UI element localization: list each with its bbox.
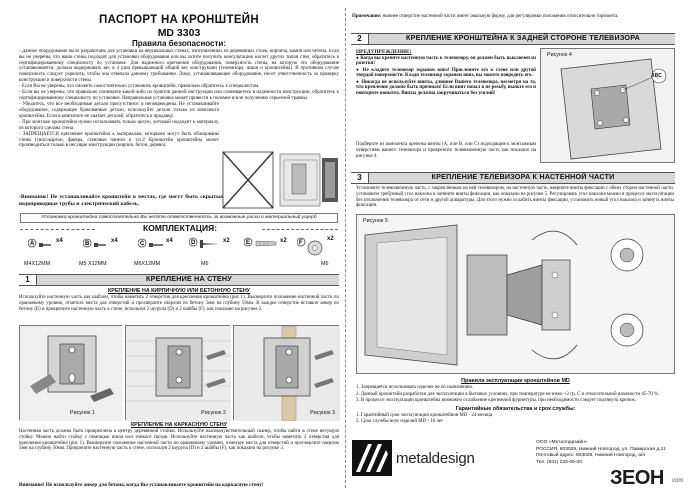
kit-divider xyxy=(262,229,338,230)
figure-1 xyxy=(19,325,122,420)
washer-icon xyxy=(297,236,327,260)
section-number: 1 xyxy=(19,275,37,285)
kit-item-e xyxy=(240,233,295,273)
figure-caption: Рисунок 1 xyxy=(70,409,95,416)
safety-paragraph: - Если вы не уверены, что правильно понимаете какой-либо из пунктов данной инструкции или сомневаетесь в надежности конструкции, обратитесь к сертифицированному специалисту по установке. Неправильная установка может привести к поломке и/или получению серьезной травмы. xyxy=(19,90,339,102)
safety-paragraph: - Если Вы не уверены, что сможете самостоятельно установить кронштейн, правильно обратитесь к специалистам. xyxy=(19,84,260,90)
section-number: 3 xyxy=(351,173,369,183)
rules-item: 3. В процессе эксплуатации кронштейна возможно ослабление крепежной фурнитуры, при необходимости следует подтянуть крепеж. xyxy=(356,397,636,403)
warning-item: ● Никогда не используйте винты, длиннее Вашего телевизора, несмотря на то, что крепление должно быть прочным! Если винт попал в не резьбу, выньте его и повторите попытку. Винты должны закручиваться без усилий! xyxy=(356,79,536,97)
retailer-watermark-suffix: com xyxy=(672,478,684,484)
company-postal-address: Почтовый адрес: 603029, Нижний Новгород, а/я xyxy=(536,453,645,459)
safety-warning: -Внимание! Не устанавливайте кронштейн в местах, где могут быть скрытые водопроводные трубы и электрический кабель. xyxy=(19,194,223,207)
figure-caption: Рисунок 3 xyxy=(310,409,335,416)
warranty-heading: Гарантийные обязательства и срок службы: xyxy=(455,405,576,412)
usage-rules xyxy=(356,378,675,425)
section-3-text: Установите телевизионную часть, с закреплённым на ней телевизором, на настенную часть, вверните винты фиксации с обеих сторон настенной части, установите требуемый угол наклона и затяните винты фиксации, как показано на рисунке 5. Регулировать угол наклона можно в процессе эксплуатации без отключения телевизора от сети и другой аппаратуры. Для этого нужно ослабить винты фиксации, установить новый угол наклона и затянуть винты фиксации. xyxy=(356,186,674,209)
figure-5 xyxy=(356,214,675,374)
warranty-item: 2. Срок службы всех изделий MD - 10 лет xyxy=(356,419,444,425)
figure-caption: Рисунок 4 xyxy=(547,52,572,58)
kit-item-size: M6 xyxy=(201,261,209,267)
brick-wall-subheading: КРЕПЛЕНИЕ НА КИРПИЧНУЮ ИЛИ БЕТОННУЮ СТЕНУ xyxy=(108,288,250,294)
rules-item: 1. Запрещается использовать изделие не по назначению. xyxy=(356,385,474,391)
company-name: ООО «Металлдизайн» xyxy=(536,440,588,445)
kit-item-size: M6X12MM xyxy=(134,261,161,267)
frame-wall-warning: Внимание! Не используйте анкер для бетона, когда Вы устанавливаете кронштейн на каркасную стену! xyxy=(19,482,264,488)
kit-item-size: M4X12MM xyxy=(24,261,51,267)
brand-logo xyxy=(352,440,502,476)
svg-text:D: D xyxy=(191,240,196,246)
wall-mount-prohibited-illustration xyxy=(222,150,340,210)
section-title: КРЕПЛЕНИЕ КРОНШТЕЙНА К ЗАДНЕЙ СТОРОНЕ ТЕЛЕВИЗОРА xyxy=(406,33,640,42)
kit-item-quantity: x4 xyxy=(111,238,118,244)
kit-item-f xyxy=(295,233,340,273)
kit-item-quantity: x4 xyxy=(166,238,173,244)
column-divider xyxy=(345,8,346,488)
section-title: КРЕПЛЕНИЕ ТЕЛЕВИЗОРА К НАСТЕННОЙ ЧАСТИ xyxy=(431,172,615,181)
note-text: нижнее отверстие настенной части имеет овальную форму, для регулировки положения относительно горизонта. xyxy=(382,14,619,19)
safety-paragraph: - При монтаже кронштейна нужно использовать только целую, который подходит к материалу, из которого сделана стена. xyxy=(19,119,219,131)
screw-icon xyxy=(83,237,109,257)
figure-caption: Рисунок 2 xyxy=(201,409,226,416)
svg-text:C: C xyxy=(140,241,145,247)
kit-divider xyxy=(20,229,95,230)
frame-wall-subheading: КРЕПЛЕНИЕ НА КАРКАСНУЮ СТЕНУ xyxy=(130,422,228,428)
kit-item-a xyxy=(20,233,75,273)
svg-text:F: F xyxy=(299,240,303,246)
company-phone: Тел. (831) 220-06-00 xyxy=(536,459,582,465)
retailer-watermark-text: ЗЕОН xyxy=(610,467,664,489)
retailer-watermark xyxy=(610,466,698,494)
kit-item-c xyxy=(130,233,185,273)
model-number: MD 3303 xyxy=(157,27,201,39)
section-2-header xyxy=(351,33,675,45)
section-3-header xyxy=(351,172,675,184)
kit-item-quantity: x4 xyxy=(56,238,63,244)
brick-wall-text: Используйте настенную часть как шаблон, чтобы наметить 2 отверстия для крепления кронштейна (рис 1). Высверлите положение настенной части по оранжевому уровню, отметьте места для отверстий и просверлите сверлом по бетону 5мм на глубину 50мм. В каждое отверстие вставьте анкер по бетону (E) и прикрепите настенную часть к стене, используя 2 шурупа (D) и 2 шайбы (F), как показано на рисунке 2. xyxy=(19,295,339,312)
screw-set-label: ABC xyxy=(651,73,662,79)
brand-name: metaldesign xyxy=(396,450,475,467)
section-2-warnings xyxy=(356,49,536,97)
metaldesign-logo-icon xyxy=(352,440,392,476)
warranty-notice: Установка кронштейна самостоятельно Вы несёте ответственность за возможные риски и материальный ущерб xyxy=(20,213,338,223)
svg-text:A: A xyxy=(30,241,35,247)
figure-caption: Рисунок 5 xyxy=(363,218,388,224)
safety-paragraph: - Данное оборудование было разработано для установки на вертикальных стенах, изготовленных из деревянных стоек, кирпича, камня или бетона. Если вы не уверены, что ваши стены подходят для установки оборудования или вы хотите получить консультацию насчет других типов стен, обратитесь к сертифицированному специалисту по установке. Для надежного крепления оборудования, поверхность стены, на которую это оборудование устанавливается, должна выдерживать вес в 4 раза превышающий общий вес конструкции (телевизора, ниши и кронштейна). В противном случае поверхность следует укрепить, чтобы она отвечала данному требованию. Лицо, устанавливающее оборудование, несет ответственность за проверку конструкции и поверхности стены. xyxy=(19,49,339,83)
section-title: КРЕПЛЕНИЕ НА СТЕНУ xyxy=(146,274,232,283)
frame-wall-text: Настенная часть должна быть прикреплена к центру деревянной стойки. Используйте высокочувствительный сканер, чтобы найти в стене несущую стойку. Можно найти стойку с помощью шила или тонкого гвоздя. Используйте настенную часть как шаблон, чтобы наметить 2 отверстия для крепления кронштейна (рис 1). Высверлите положение настенной части по оранжевому уровню, отметьте места для отверстий и просверлите сверлом 5мм на глубину 50мм. Прикрепите настенную часть к стене, используя 2 шурупа (D) и 2 шайбы (F), как показано на рисунке 3. xyxy=(19,429,339,452)
svg-text:E: E xyxy=(246,240,251,246)
warranty-item: 1. Гарантийный срок эксплуатации кронштейнов MD - 24 месяца xyxy=(356,412,493,418)
rules-heading: Правила эксплуатации кронштейнов MD xyxy=(461,378,570,384)
company-info xyxy=(536,440,676,466)
kit-item-size: M6 xyxy=(321,261,329,267)
warning-item: ● Не кладите телевизор экраном вниз! Прислоните его к стене или другой твердой поверхности. Кладя телевизор экраном вниз, вы можете повредить его. xyxy=(356,67,536,79)
figure-3 xyxy=(233,325,339,420)
note-label: Примечание: xyxy=(352,14,382,19)
screw-icon xyxy=(138,237,166,257)
kit-item-size: M5 X12MM xyxy=(79,261,107,267)
warning-item: ● Когда вы крепите настенную часть к телевизору, он должен быть выключен из розетки! xyxy=(356,55,536,67)
kit-list xyxy=(20,233,340,273)
section-2-text: Подберите из комплекта крепежа винты (A, или B, или C) подходящие к монтажным отверстиям вашего телевизора и прикрепите телевизионную часть как показано на рисунке 4. xyxy=(356,142,536,159)
svg-text:B: B xyxy=(85,241,90,247)
safety-paragraph: - ЗАПРЕЩАЕТСЯ крепление кронштейна к материалам, которыми могут быть облицованы стены (гипсокартон, фанера, стеновые панели и т.п.)! Кронштейн кронштейна может производиться только в несущие конструкции (кирпич, бетон, дерево). xyxy=(19,131,219,149)
kit-item-quantity: x2 xyxy=(327,236,334,242)
safety-heading: Правила безопасности: xyxy=(131,39,227,48)
section-number: 2 xyxy=(351,34,369,44)
page-title: ПАСПОРТ НА КРОНШТЕЙН xyxy=(99,14,259,26)
section-1-header xyxy=(19,274,339,286)
kit-item-b xyxy=(75,233,130,273)
figure-2 xyxy=(125,325,230,420)
kit-item-quantity: x2 xyxy=(223,238,230,244)
figure-4 xyxy=(540,48,675,163)
screw-icon xyxy=(28,237,54,257)
anchor-icon xyxy=(244,236,280,260)
note xyxy=(352,14,674,20)
company-address: РОССИЯ, 603029, Нижний Новгород, ул. Памирская д.11 xyxy=(536,446,666,452)
warning-heading: ПРЕДУПРЕЖДЕНИЕ! xyxy=(356,49,412,55)
wood-screw-icon xyxy=(189,236,223,260)
kit-heading: КОМПЛЕКТАЦИЯ: xyxy=(142,223,218,233)
kit-item-quantity: x2 xyxy=(280,238,287,244)
rules-item: 2. Данный кронштейн разработан для эксплуатации в бытовых условиях, при температуре не ниже +2 гр. С и относительной влажности 45-70 %. xyxy=(356,391,660,397)
kit-item-d xyxy=(185,233,240,273)
safety-paragraph: - Убедитесь, что все необходимые детали присутствуют и неповреждены. Не устанавливайте оборудование, содержащее бракованные детали, используйте детали только из комплекта кронштейна. Если в комплекте не хватает деталей, обратитесь к продавцу. xyxy=(19,102,219,119)
